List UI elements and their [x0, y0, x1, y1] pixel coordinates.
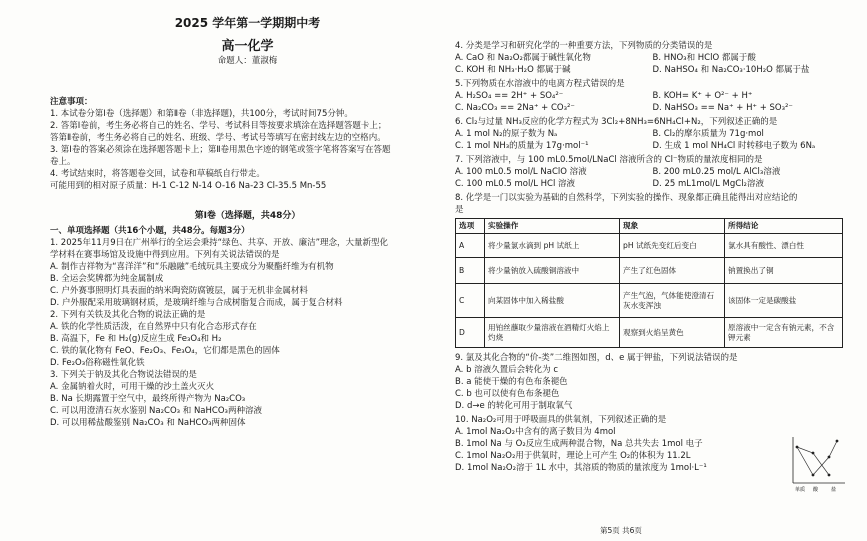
- diagram-point: [836, 440, 839, 443]
- page-number: 第5页 共6页: [600, 526, 642, 535]
- q4-option-c: C. KOH 和 NH₃·H₂O 都属于碱: [455, 65, 571, 75]
- q4-option-b: B. HNO₃和 HClO 都属于酸: [652, 53, 756, 63]
- diagram-path: [797, 447, 829, 475]
- q9-stem: 9. 氯及其化合物的“价-类”二维图如图，d、e 属于钾盐，下列说法错误的是: [455, 353, 738, 363]
- q4-stem: 4. 分类是学习和研究化学的一种重要方法，下列物质的分类错误的是: [455, 41, 713, 51]
- q1-stem: 1. 2025年11月9日在广州举行的全运会秉持“绿色、共享、开放、廉洁”理念，大量新型化: [50, 238, 388, 248]
- table-cell: 观察到火焰呈黄色: [620, 318, 725, 348]
- table-row: [456, 284, 843, 318]
- q5-stem: 5.下列物质在水溶液中的电离方程式错误的是: [455, 79, 625, 89]
- notice-item: 1. 本试卷分第Ⅰ卷（选择题）和第Ⅱ卷（非选择题)，共100分，考试时间75分钟。: [50, 109, 353, 119]
- q10-option-d: D. 1mol Na₂O₂溶于 1L 水中，其溶质的物质的量浓度为 1mol·L⁻¹: [455, 463, 707, 473]
- q2-option-a: A. 铁的化学性质活泼，在自然界中只有化合态形式存在: [50, 322, 257, 332]
- table-cell: D: [456, 318, 485, 348]
- part-title: 一、单项选择题（共16个小题，共48分。每题3分）: [50, 226, 250, 236]
- table-header-row: [456, 219, 843, 234]
- table-cell: B: [456, 258, 485, 284]
- diagram-point: [828, 474, 831, 477]
- table-header: 所得结论: [725, 219, 843, 234]
- table-cell: 用铂丝蘸取少量溶液在酒精灯火焰上灼烧: [485, 318, 620, 348]
- table-cell: 钠置换出了铜: [725, 258, 843, 284]
- diagram-x-label: 盐: [831, 487, 837, 493]
- notice-item: 2. 答第Ⅰ卷前，考生务必将自己的姓名、学号、考试科目等按要求填涂在选择题答题卡上；: [50, 121, 387, 131]
- q9-option-d: D. d→e 的转化可用于制取氧气: [455, 401, 573, 411]
- notice-item: 4. 考试结束时，将答题卷交回，试卷和草稿纸自行带走。: [50, 169, 265, 179]
- table-row: [456, 234, 843, 258]
- q2-option-c: C. 铁的氧化物有 FeO、Fe₂O₃、Fe₃O₄，它们都是黑色的固体: [50, 346, 280, 356]
- q2-stem: 2. 下列有关铁及其化合物的说法正确的是: [50, 310, 206, 320]
- q5-option-b: B. KOH= K⁺ + O²⁻ + H⁺: [652, 91, 753, 101]
- q2-option-d: D. Fe₂O₃俗称磁性氧化铁: [50, 358, 145, 368]
- q3-option-c: C. 可以用澄清石灰水鉴别 Na₂CO₃ 和 NaHCO₃两种溶液: [50, 406, 262, 416]
- q4-option-d: D. NaHSO₄ 和 Na₂CO₃·10H₂O 都属于盐: [652, 65, 810, 75]
- q2-option-b: B. 高温下，Fe 和 H₂(g)反应生成 Fe₃O₄和 H₂: [50, 334, 222, 344]
- table-cell: 氯水具有酸性、漂白性: [725, 234, 843, 258]
- value-class-diagram-svg: [785, 435, 847, 493]
- table-header: 现象: [620, 219, 725, 234]
- notice-item: 3. 第Ⅰ卷的答案必须涂在选择题答题卡上；第Ⅱ卷用黑色字迹的钢笔或签字笔将答案写在答题: [50, 145, 391, 155]
- q5-option-c: C. Na₂CO₃ == 2Na⁺ + CO₃²⁻: [455, 103, 575, 113]
- q7-option-a: A. 100 mL0.5 mol/L NaClO 溶液: [455, 167, 587, 177]
- table-cell: 该固体一定是碳酸盐: [725, 284, 843, 318]
- q6-option-b: B. Cl₂的摩尔质量为 71g·mol: [652, 129, 764, 139]
- diagram-point: [796, 446, 799, 449]
- table-header: 实验操作: [485, 219, 620, 234]
- q9-option-a: A. b 溶液久置后会转化为 c: [455, 365, 559, 375]
- diagram-point: [812, 474, 815, 477]
- q6-option-a: A. 1 mol N₂的原子数为 Nₐ: [455, 129, 558, 139]
- table-cell: 原溶液中一定含有钠元素，不含钾元素: [725, 318, 843, 348]
- q7-option-c: C. 100 mL0.5 mol/L HCl 溶液: [455, 179, 576, 189]
- q10-stem: 10. Na₂O₂可用于呼吸面具的供氧剂，下列叙述正确的是: [455, 415, 667, 425]
- right-column: [455, 40, 850, 493]
- q8-experiment-table: [455, 218, 843, 348]
- q6-stem: 6. Cl₂与过量 NH₃反应的化学方程式为 3Cl₂+8NH₃=6NH₄Cl+N₂，下列叙述正确的是: [455, 117, 778, 127]
- exam-title: 2025 学年第一学期期中考: [174, 16, 321, 30]
- table-cell: 产生气泡，气体能使澄清石灰水变浑浊: [620, 284, 725, 318]
- table-cell: A: [456, 234, 485, 258]
- q9-option-b: B. a 能使干燥的有色布条褪色: [455, 377, 568, 387]
- q10-option-b: B. 1mol Na 与 O₂反应生成两种混合物，Na 总共失去 1mol 电子: [455, 439, 703, 449]
- diagram-point: [812, 452, 815, 455]
- q1-option-b: B. 全运会奖牌都为纯金属制成: [50, 274, 164, 284]
- q5-option-a: A. H₂SO₄ == 2H⁺ + SO₄²⁻: [455, 91, 564, 101]
- q3-option-b: B. Na 长期露置于空气中，最终所得产物为 Na₂CO₃: [50, 394, 246, 404]
- left-column: [50, 96, 445, 429]
- q1-option-d: D. 户外服配采用玻璃钢材质，是玻璃纤维与合成树脂复合而成，属于复合材料: [50, 298, 343, 308]
- exam-author: 命题人：董淑梅: [217, 56, 278, 66]
- q4-option-a: A. CaO 和 Na₂O₂都属于碱性氧化物: [455, 53, 591, 63]
- diagram-x-label: 单质: [795, 487, 806, 493]
- q1-option-c: C. 户外赛事照明灯具表面的纳米陶瓷防腐镀层，属于无机非金属材料: [50, 286, 308, 296]
- q1-option-a: A. 制作吉祥物为“喜洋洋”和“乐融融”毛绒玩具主要成分为聚酯纤维为有机物: [50, 262, 334, 272]
- q6-option-d: D. 生成 1 mol NH₄Cl 时转移电子数为 6Nₐ: [652, 141, 816, 151]
- q5-option-d: D. NaHSO₃ == Na⁺ + H⁺ + SO₃²⁻: [652, 103, 793, 113]
- table-cell: pH 试纸先变红后变白: [620, 234, 725, 258]
- q3-stem: 3. 下列关于钠及其化合物说法错误的是: [50, 370, 197, 380]
- q3-option-a: A. 金属钠着火时，可用干燥的沙土盖火灭火: [50, 382, 215, 392]
- notice-item: 卷上。: [50, 157, 76, 167]
- table-cell: 将少量氯水滴到 pH 试纸上: [485, 234, 620, 258]
- table-cell: 将少量钠放入硫酸铜溶液中: [485, 258, 620, 284]
- exam-subject: 高一化学: [221, 39, 274, 54]
- table-row: [456, 258, 843, 284]
- table-row: [456, 318, 843, 348]
- q8-stem: 是: [455, 205, 464, 215]
- table-cell: 向某固体中加入稀盐酸: [485, 284, 620, 318]
- q1-stem: 学材料在赛事场馆及设施中得到应用。下列有关说法错误的是: [50, 250, 280, 260]
- table-cell: C: [456, 284, 485, 318]
- q3-option-d: D. 可以用稀盐酸鉴别 Na₂CO₃ 和 NaHCO₃两种固体: [50, 418, 246, 428]
- q7-option-d: D. 25 mL1mol/L MgCl₂溶液: [652, 179, 764, 189]
- table-cell: 产生了红色固体: [620, 258, 725, 284]
- diagram-point: [828, 456, 831, 459]
- section-title: 第Ⅰ卷（选择题，共48分）: [194, 211, 301, 221]
- q8-stem: 8. 化学是一门以实验为基础的自然科学，下列实验的操作、现象都正确且能得出对应结论的: [455, 193, 798, 203]
- q7-option-b: B. 200 mL0.25 mol/L AlCl₃溶液: [652, 167, 781, 177]
- value-class-diagram: [785, 435, 847, 493]
- notice-heading: 注意事项：: [50, 97, 93, 107]
- table-header: 选项: [456, 219, 485, 234]
- q10-option-c: C. 1mol Na₂O₂用于供氧时，理论上可产生 O₂的体积为 11.2L: [455, 451, 691, 461]
- q7-stem: 7. 下列溶液中，与 100 mL0.5mol/LNaCl 溶液所含的 Cl⁻物质的量浓度相同的是: [455, 155, 763, 165]
- atomic-mass-note: 可能用到的相对原子质量：H-1 C-12 N-14 O-16 Na-23 Cl-35.5 Mn-55: [50, 181, 327, 191]
- diagram-x-label: 酸: [813, 487, 819, 493]
- q10-option-a: A. 1mol Na₂O₂中含有的离子数目为 4mol: [455, 427, 616, 437]
- q9-option-c: C. b 也可以使有色布条褪色: [455, 389, 560, 399]
- q6-option-c: C. 1 mol NH₃的质量为 17g·mol⁻¹: [455, 141, 589, 151]
- notice-item: 答第Ⅱ卷前，考生务必将自己的姓名、班级、学号、考试号等填写在密封线左边的空格内。: [50, 133, 386, 143]
